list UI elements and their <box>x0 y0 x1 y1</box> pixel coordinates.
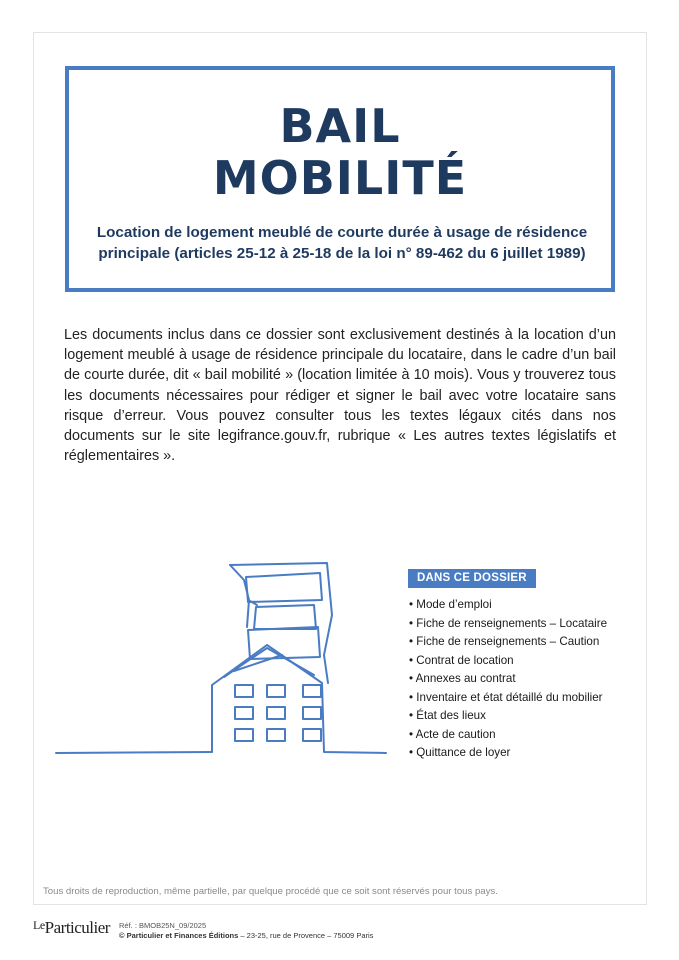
page-title <box>69 100 611 204</box>
list-item: • Annexes au contrat <box>409 670 607 689</box>
logo-name: Particulier <box>44 918 110 937</box>
list-item: • Inventaire et état détaillé du mobilier <box>409 689 607 708</box>
publisher-name: © Particulier et Finances Éditions <box>119 931 239 940</box>
subtitle-line-2: principale (articles 25-12 à 25-18 de la loi n° 89-462 du 6 juillet 1989) <box>98 245 586 262</box>
rights-notice: Tous droits de reproduction, même partielle, par quelque procédé que ce soit sont réservés pour tous pays. <box>43 886 498 897</box>
title-line-1: BAIL <box>279 99 401 153</box>
building-sketch-icon <box>52 555 392 760</box>
list-item: • Contrat de location <box>409 652 607 671</box>
list-item: • Mode d’emploi <box>409 596 607 615</box>
publisher-address: – 23-25, rue de Provence – 75009 Paris <box>238 931 374 940</box>
dossier-list <box>409 596 607 763</box>
dossier-header: DANS CE DOSSIER <box>408 569 536 588</box>
logo-le: Le <box>33 918 45 932</box>
title-box <box>65 66 615 292</box>
subtitle-line-1: Location de logement meublé de courte durée à usage de résidence <box>96 224 588 241</box>
list-item: • Acte de caution <box>409 726 607 745</box>
list-item: • Fiche de renseignements – Locataire <box>409 615 607 634</box>
intro-paragraph: Les documents inclus dans ce dossier sont exclusivement destinés à la location d’un logement meublé à usage de résidence principale du locataire, dans le cadre d’un bail de courte durée, dit « bail mobilité » (location limitée à 10 mois). Vous y trouverez tous les documents nécessaires pour rédiger et signer le bail avec votre locataire sans risque d’erreur. Vous pouvez consulter tous les textes légaux cités dans nos documents sur le site legifrance.gouv.fr, rubrique « Les autres textes législatifs et réglementaires ». <box>64 327 616 465</box>
subtitle <box>89 222 595 264</box>
publisher-logo <box>33 918 110 938</box>
list-item: • Quittance de loyer <box>409 744 607 763</box>
list-item: • Fiche de renseignements – Caution <box>409 633 607 652</box>
publisher-info <box>119 931 373 941</box>
reference-code: Réf. : BMOB25N_09/2025 <box>119 921 207 930</box>
list-item: • État des lieux <box>409 707 607 726</box>
title-line-2: MOBILITÉ <box>212 151 468 205</box>
